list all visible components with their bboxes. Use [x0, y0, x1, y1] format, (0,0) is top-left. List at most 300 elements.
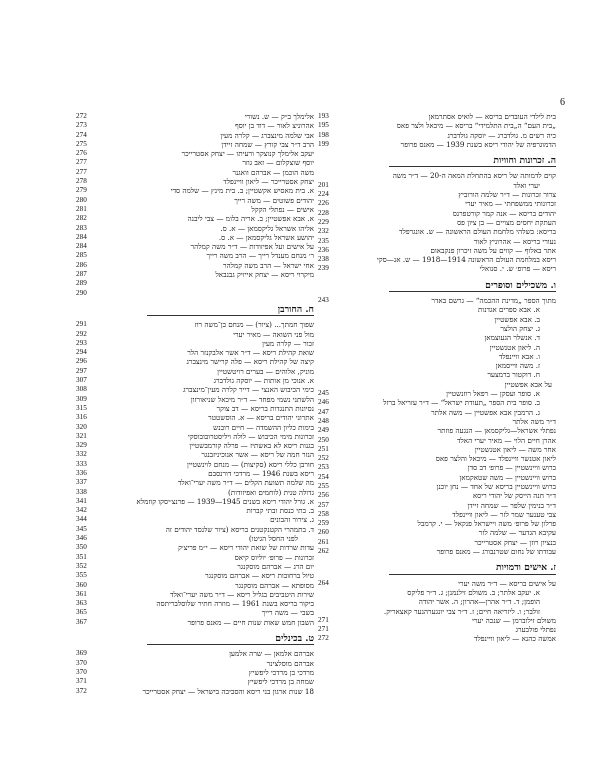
toc-entry-page: 281: [76, 204, 87, 213]
toc-entry: [76, 599, 314, 608]
toc-entry-title: משה הוכמן — אברהם וואגנר: [232, 167, 314, 177]
toc-entry-page: 264: [318, 578, 329, 587]
toc-entry-title: זכרונותי ממשפחתי — מאיר יערי: [465, 199, 556, 209]
toc-entry: [76, 177, 314, 186]
toc-entry-title: אלימלך ב״ק — ש. נשורי: [244, 112, 314, 121]
toc-entry-page: 243: [318, 296, 329, 305]
toc-entry-title: בנציון רוזן — יצחק אסטרייכר: [474, 537, 556, 547]
toc-entry: [76, 590, 314, 599]
toc-entry: [76, 543, 314, 552]
toc-entry-title: א. יעקב אלתר; ב. משולם זילנמנן; ג. ד״ר פליקס: [407, 587, 540, 597]
toc-entry-page: 365: [76, 608, 87, 617]
toc-entry: [76, 478, 314, 487]
toc-entry-title: בית לילדי העובדים בריסא — לואיס אסתרמאן: [428, 112, 556, 121]
toc-entry: [76, 581, 314, 590]
toc-entry-page: 338: [76, 487, 87, 496]
toc-entry: [76, 649, 314, 658]
toc-entry-page: 272: [318, 634, 329, 643]
toc-entry: [318, 579, 556, 588]
toc-entry-title: ריסא — פרופ׳ ש. י. סנואלי: [479, 264, 556, 274]
toc-entry: [76, 140, 314, 149]
toc-entry-page: 370: [76, 667, 87, 676]
toc-entry-page: 272: [76, 112, 87, 120]
toc-entry-title: בימות כליון ההשמדה — חיים רובנש: [213, 422, 314, 432]
toc-entry: [76, 385, 314, 394]
toc-entry-page: 286: [76, 260, 87, 269]
toc-entry: [76, 395, 314, 404]
toc-entry: [318, 607, 556, 616]
toc-entry-page: 275: [76, 139, 87, 148]
toc-entry: [318, 616, 556, 625]
toc-entry-title: 18 שנות ארגון בני ריסא והסביבה בישראל — יצחק אסטרייכר: [142, 686, 314, 696]
toc-entry: [76, 460, 314, 469]
toc-entry-title: אליהו אשראל גליקסמאן — א. ס.: [220, 223, 314, 233]
toc-entry-page: 369: [76, 649, 87, 658]
toc-entry-title: ד. אנשלר הגעוצמאן: [484, 333, 540, 343]
toc-entry-page: 280: [76, 195, 87, 204]
toc-entry-title: העתקת יחסים מצויים — בן ציון פס: [457, 217, 556, 227]
toc-entry-title: זולבר; ו. ליזריאה חיים; ז. ד״ר צבי יונגערהנער קאצאריק.: [383, 606, 540, 616]
toc-entry-page: 344: [76, 515, 87, 524]
toc-entry: [76, 261, 314, 270]
toc-entry-title: ג. צירור זהבונים: [270, 515, 314, 525]
toc-entry-title: ד״ר בנימין שלפר — שמחה זיידן: [467, 500, 556, 510]
toc-entry-title: א. אבא אפשטיין; ב. אריה בלומ — צבי ליבנה: [187, 214, 314, 224]
toc-entry-title: טיול ברחובות ריסא — אברהם מוסקנגר: [205, 571, 314, 581]
toc-entry-title: א. אנוכי מן אותות — יוסקה גולדברג: [213, 376, 314, 386]
toc-entry-title: אחר משה — ליאון אטנשטיין: [474, 444, 556, 454]
toc-entry: [76, 158, 314, 167]
toc-entry-title: גדולה טנית (לוחמים ואפיזודות): [228, 487, 314, 497]
toc-entry-page: 229: [318, 217, 329, 226]
toc-entry: [76, 112, 314, 121]
toc-entry-title: אישים — נפתלי הקקל: [251, 204, 314, 214]
toc-entry-page: 355: [76, 571, 87, 580]
toc-entry-title: זכור — קלרה מעין: [262, 338, 314, 348]
toc-entry-title: עדות שרדות של שואת יהודי ריסא — י״מ פריצ׳ק: [178, 543, 314, 553]
toc-entry: [318, 482, 556, 491]
toc-entry: [318, 190, 556, 199]
toc-entry-title: ב. סופר בית הספר „תעודת ישראל“ — ד״ר עזריאל ברזל: [383, 398, 540, 408]
toc-entry-title: שפוך חמתך... (ציור) — מנחם בן־משה רוז: [194, 320, 314, 330]
toc-entry-page: 346: [76, 534, 87, 543]
toc-entry-page: 372: [76, 686, 87, 695]
toc-entry-page: 247: [318, 407, 329, 416]
toc-entry: [318, 140, 556, 149]
toc-entry-title: יוסף שוצקלום — זאב גוזר: [242, 158, 314, 168]
toc-entry-page: 256: [318, 491, 329, 500]
toc-entry: [318, 454, 556, 463]
toc-entry-title: בשבי — משה רייך: [261, 608, 314, 618]
toc-entry-title: ח. דוקטור ברמצער: [487, 370, 540, 380]
toc-entry: [76, 413, 314, 422]
toc-entry: [318, 380, 556, 389]
toc-entry-title: מול פני השואה — מאיר יערי: [233, 329, 314, 339]
toc-entry-page: 370: [76, 658, 87, 667]
toc-entry: [318, 305, 556, 314]
toc-entry: [76, 330, 314, 339]
toc-entry-title: יהודים פשוטים — משה רייך: [234, 195, 314, 205]
toc-entry-title: ג. הרמבין אבא אפשטיין — משה אלתר: [431, 407, 540, 417]
toc-entry-title: מוניק, אלוהים — בערים רויטשטיין: [217, 366, 314, 376]
toc-entry-title: ברוש וויינשטיין — משה שטאקמאן: [459, 472, 556, 482]
toc-entry-page: 297: [76, 366, 87, 375]
toc-entry: [76, 659, 314, 668]
toc-entry: [76, 404, 314, 413]
toc-entry-page: 271: [318, 625, 329, 634]
toc-entry-title: ו. אבא וויינפלד: [498, 351, 540, 361]
toc-entry-page: 201: [318, 180, 329, 189]
toc-entry-title: נעורי בריסא — אהרוניץ לאור: [473, 236, 556, 246]
toc-entry: [318, 264, 556, 273]
toc-entry: [318, 209, 556, 218]
toc-entry-page: 361: [76, 589, 87, 598]
toc-entry: [76, 348, 314, 357]
toc-entry: [318, 491, 556, 500]
toc-entry: [318, 417, 556, 426]
toc-entry-title: שמחה בן מרדכי ליפשיץ: [247, 677, 314, 687]
toc-entry: [76, 515, 314, 524]
toc-entry-page: 332: [76, 450, 87, 459]
toc-entry-page: 261: [318, 537, 329, 546]
toc-entry-title: א. גורל יהודי ריסא בשנים 1945—1939 — פרנצ׳יסקו קוזמלא: [136, 496, 314, 506]
toc-entry-page: 257: [318, 500, 329, 509]
toc-entry-title: מיקרוי ריסא — יצחק אייזיק גבנבאל: [215, 270, 314, 280]
toc-entry-title: ד״ר משה אלתר: [512, 416, 556, 426]
toc-entry-page: 287: [76, 270, 87, 279]
toc-entry-title: אהרן חיים הלוי — מאיר יערי האלד: [456, 435, 556, 445]
toc-entry: [76, 687, 314, 696]
toc-entry: [318, 112, 556, 121]
toc-entry: [76, 224, 314, 233]
toc-entry: [76, 432, 314, 441]
toc-entry-page: 235: [318, 236, 329, 245]
toc-entry-page: 285: [76, 251, 87, 260]
toc-entry: [318, 296, 556, 305]
toc-entry-title: א. אבא ספרים אגדנות: [478, 305, 540, 315]
toc-right-column: [318, 112, 556, 644]
toc-entry: [318, 218, 556, 227]
toc-entry-page: 258: [318, 509, 329, 518]
toc-entry: [76, 320, 314, 329]
toc-entry-page: 255: [318, 481, 329, 490]
toc-entry: [76, 469, 314, 478]
toc-entry-title: ריסא בשנת 1946 — מרדכי דורנסבם: [208, 468, 314, 478]
toc-entry-page: 232: [318, 227, 329, 236]
toc-entry-title: על אבא אפשטיין: [504, 379, 552, 389]
toc-entry-title: ד. בתמהרי הקטנקטנים בריסא (ציור שלנסד יהודים זה: [165, 524, 314, 534]
toc-entry-page: 307: [76, 376, 87, 385]
toc-entry-page: 274: [76, 130, 87, 139]
toc-entry-title: שואת קהילת ריסא — ד״ר אשר אלבקנזר הלר: [187, 348, 314, 358]
toc-entry-page: 342: [76, 506, 87, 515]
toc-entry-page: 329: [76, 441, 87, 450]
toc-entry: [318, 246, 556, 255]
toc-entry: [318, 538, 556, 547]
toc-entry-page: 279: [76, 186, 87, 195]
toc-entry-title: יעקב אלימלך קנוצקר ורעיתו — יצחק אסטרייכר: [181, 149, 314, 159]
toc-entry-title: עקיבא הגדער — שלמה לזר: [478, 528, 556, 538]
toc-entry: [318, 547, 556, 556]
toc-entry-title: שירות היטביבים בגליל ריסא — ד״ר משה יערי־ואלד: [169, 589, 314, 599]
toc-entry-page: 292: [76, 329, 87, 338]
toc-entry: [76, 608, 314, 617]
toc-entry: [318, 473, 556, 482]
toc-entry-title: בריסא: בשלהי מלחמת העולם הראשונה — ש. אונגרפלד: [399, 227, 556, 237]
toc-entry-title: אתרוני יהודים בריסא — א. הוסשטטר: [208, 413, 314, 423]
toc-entry-title: מרדכי בן מרדכי ליפשיץ: [248, 667, 314, 677]
toc-entry: [318, 370, 556, 379]
toc-entry-page: 238: [318, 255, 329, 264]
toc-entry-page: 296: [76, 357, 87, 366]
toc-entry-title: ד״ר חנה הייסק של יהודי ריסא: [472, 491, 556, 501]
toc-entry-page: 284: [76, 232, 87, 241]
toc-entry-page: 262: [318, 547, 329, 556]
toc-entry-page: 236: [318, 245, 329, 254]
toc-entry: [318, 408, 556, 417]
toc-entry: [76, 196, 314, 205]
toc-entry: [318, 315, 556, 324]
toc-entry: [76, 279, 314, 288]
toc-entry: [76, 525, 314, 534]
toc-entry-page: 195: [318, 121, 329, 130]
toc-entry: [318, 121, 556, 130]
toc-entry-title: חורבן כללי ריסא (סקיצות) — מנחם לוינשטיין: [187, 459, 314, 469]
toc-entry-title: אהרוניצ לאור — דוד בן יוסף: [234, 121, 314, 131]
toc-entry-title: נסיונות התנגדות בריסא — דב צוקר: [216, 403, 314, 413]
toc-entry-title: ג. יצחק הולצר: [500, 323, 540, 333]
toc-entry-page: 283: [76, 223, 87, 232]
toc-entry: [318, 588, 556, 597]
toc-entry-title: משולם זילוברמן — שנכה יערי: [472, 615, 556, 625]
toc-entry: [318, 634, 556, 643]
toc-entry-title: נפתלי פולבערג: [515, 625, 556, 635]
toc-entry: [318, 333, 556, 342]
toc-entry-title: אמשה כהנא — ליאון וויינפלד: [473, 634, 556, 644]
section-title: ז. אישים ודמויות: [389, 563, 556, 574]
toc-entry-page: 249: [318, 426, 329, 435]
toc-entry-title: קיצה של קהילת ריסא — פלה קרישר מינצברג: [186, 357, 314, 367]
toc-entry: [76, 506, 314, 515]
toc-entry-page: 276: [76, 149, 87, 158]
toc-entry-title: ב. אבא אפשטיין: [494, 314, 540, 324]
toc-entry: [76, 441, 314, 450]
toc-entry: [76, 149, 314, 158]
toc-entry-title: יערי ואלד: [513, 180, 540, 190]
toc-entry: [76, 450, 314, 459]
toc-entry-title: הרב ד״ר צבי קורץ — שמחה זיידן: [221, 139, 314, 149]
toc-entry: [76, 376, 314, 385]
toc-entry-page: 308: [76, 385, 87, 394]
toc-entry-title: ה. ליאון אטנשטיין: [489, 342, 540, 352]
toc-entry-title: א. סופר ועסקן — רפאל רוזנשטיין: [446, 389, 540, 399]
toc-entry: [76, 618, 314, 627]
toc-entry-page: 333: [76, 459, 87, 468]
toc-entry-page: 254: [318, 472, 329, 481]
toc-entry-page: 321: [76, 431, 87, 440]
toc-entry: [76, 270, 314, 279]
toc-entry: [318, 519, 556, 528]
toc-entry-title: ליאון אטנשר וויינפלד — מיכאל והלצר פאס: [435, 454, 556, 464]
toc-entry: [76, 357, 314, 366]
toc-entry: [76, 242, 314, 251]
section-title: ח. החורבן: [147, 305, 314, 316]
toc-entry-title: הלשתני נשמי מפחד — ד״ר מיכאל שניאורזון: [190, 394, 314, 404]
toc-entry-page: 224: [318, 190, 329, 199]
toc-entry-title: ברוש וויינשטיין — פרופ׳ דב סדן: [467, 463, 556, 473]
toc-entry: [318, 389, 556, 398]
toc-entry: [318, 463, 556, 472]
toc-entry-title: לפני החסל הגיטו): [248, 534, 298, 544]
toc-entry: [318, 597, 556, 606]
toc-entry: [318, 398, 556, 407]
toc-entry-title: על אישים בריסא — ד״ר משה יערי: [458, 578, 556, 588]
toc-entry-title: נפתלי אשראל—גליקסמאן — הנגעה פוזתר: [437, 426, 556, 436]
toc-entry-title: הופמן; ד. ד״ר אהרן—אהרון; ה. אשר יהודה: [418, 597, 540, 607]
toc-entry-title: מתוך הספר „מדינת ההכמה“ — גרשם באדר: [431, 296, 556, 306]
toc-entry-title: קוים לדמותה של ריסא בהתחלת המאה ה-20 — ד״ר משה: [392, 171, 556, 181]
toc-entry: [76, 131, 314, 140]
toc-entry-page: 291: [76, 320, 87, 329]
toc-entry-page: 246: [318, 398, 329, 407]
toc-entry-title: א. בית מאסיש אקשטיין; ב. בית מינץ — שלמה סדי: [170, 186, 314, 196]
toc-entry-page: 199: [318, 139, 329, 148]
toc-entry-title: יהושע אשראל גליקסמאן — א. ס.: [218, 232, 314, 242]
toc-entry: [318, 436, 556, 445]
toc-entry-page: 251: [318, 444, 329, 453]
toc-entry: [76, 677, 314, 686]
toc-entry-page: 293: [76, 338, 87, 347]
toc-entry-page: 367: [76, 617, 87, 626]
toc-entry-title: יצחק אסטרייכר — ליאון וויינפלד: [223, 177, 314, 187]
toc-entry: [318, 227, 556, 236]
toc-entry-page: 260: [318, 528, 329, 537]
toc-entry-title: מסופתא — אברהם מוסקנגר: [235, 580, 314, 590]
toc-entry-page: 253: [318, 463, 329, 472]
toc-entry: [318, 510, 556, 519]
toc-entry-title: השבון חמש שאות שנות חיים — מאנס פרופר: [187, 617, 314, 627]
toc-entry: [76, 571, 314, 580]
toc-entry-page: 245: [318, 389, 329, 398]
toc-entry-title: בגנות ריסא לא באשתיז — פרלה קורמבשטיין: [189, 441, 314, 451]
toc-entry: [76, 168, 314, 177]
toc-entry: [76, 553, 314, 562]
toc-entry-title: ביקור בריסא בשנת 1961 — מוזרה חתיר שלוסלבריתסה: [156, 599, 314, 609]
toc-entry-title: כיה רשים מ. גולדברג — יוסקה גולדברג: [447, 130, 556, 140]
toc-entry-page: 228: [318, 208, 329, 217]
toc-entry: [76, 233, 314, 242]
toc-entry: [318, 625, 556, 634]
toc-entry: [76, 186, 314, 195]
toc-entry: [318, 501, 556, 510]
toc-entry-page: 350: [76, 543, 87, 552]
toc-entry-page: 316: [76, 413, 87, 422]
toc-entry: [76, 668, 314, 677]
toc-entry-page: 289: [76, 279, 87, 288]
toc-entry: [318, 361, 556, 370]
toc-entry-page: 248: [318, 416, 329, 425]
toc-entry: [76, 205, 314, 214]
toc-entry-page: 320: [76, 422, 87, 431]
toc-entry-page: 273: [76, 121, 87, 130]
toc-entry-title: הדמוגרפיה של יהודי ריסא בשנת 1939 — מאנס פרופר: [400, 139, 556, 149]
toc-entry-title: ז. משה ווייסמאן: [495, 361, 540, 371]
section-title: ה. זכרונות וחוויות: [389, 156, 556, 167]
toc-entry-page: 250: [318, 435, 329, 444]
toc-entry-page: 315: [76, 403, 87, 412]
toc-entry: [318, 445, 556, 454]
toc-entry-page: 193: [318, 112, 329, 120]
toc-entry: [76, 289, 314, 298]
toc-entry: [76, 339, 314, 348]
toc-left-column: [76, 112, 314, 696]
toc-entry-page: 198: [318, 130, 329, 139]
toc-entry-page: 336: [76, 468, 87, 477]
toc-entry-title: על אישים ועל אפיזודות — ד״ר משה קמלהר: [190, 242, 314, 252]
toc-entry-title: צרור זכרונות — ד״ר שלמה הורוביץ: [458, 190, 556, 200]
toc-entry-title: עבודתו של נחום שטרנבורג — מאנס פרופר: [436, 547, 556, 557]
toc-entry-title: אחי ישראל — הרב משה קמלהר: [223, 260, 314, 270]
toc-entry: [318, 343, 556, 352]
toc-entry: [76, 214, 314, 223]
toc-entry-page: 360: [76, 580, 87, 589]
toc-entry-title: ר׳ מנחם מענדל רייך — הרב משה רייך: [206, 251, 314, 261]
toc-entry: [318, 199, 556, 208]
toc-entry-title: אברהם מוסלצינר: [266, 658, 314, 668]
toc-entry-title: ריסא במלחמת העולם הראשונה 1914—1918 — ש. אנ—סקי: [376, 255, 556, 265]
toc-entry: [318, 528, 556, 537]
toc-entry: [76, 562, 314, 571]
toc-entry-title: יהודים בריסא — אנה קמר קורטפרנס: [452, 208, 556, 218]
toc-entry: [76, 488, 314, 497]
toc-entry: [76, 251, 314, 260]
toc-entry-title: אתר באלוף — קווים על משה זיכרון פנקבאום: [430, 245, 556, 255]
toc-entry: [76, 121, 314, 130]
toc-entry-page: 226: [318, 199, 329, 208]
toc-entry-page: 277: [76, 167, 87, 176]
page-number: 6: [560, 97, 565, 108]
toc-entry-title: הנזר חמה של ריסא — אשר אנוכיניזבנגר: [201, 450, 314, 460]
toc-entry-page: 278: [76, 177, 87, 186]
toc-entry-page: 271: [318, 615, 329, 624]
toc-entry-title: יום הרג — אברהם מוסקנגר: [237, 561, 314, 571]
toc-entry-title: אבי שלמה מינצברג — קלרה מעין: [220, 130, 314, 140]
toc-entry-page: 294: [76, 348, 87, 357]
toc-entry-page: 337: [76, 478, 87, 487]
toc-entry-page: 239: [318, 264, 329, 273]
toc-entry-page: 282: [76, 214, 87, 223]
toc-entry: [318, 237, 556, 246]
toc-entry-title: פרלון של פרופ׳ משה ויישראל פנקאל — י. קרמבל: [417, 519, 556, 529]
toc-entry: [318, 181, 556, 190]
toc-entry-title: זכרונות — פרופ׳ יוליוס קיאס: [234, 552, 314, 562]
toc-entry-page: 309: [76, 394, 87, 403]
toc-entry-title: צבי טענער שמר לזר — ליאון וויינפלד: [452, 509, 556, 519]
toc-entry-page: 341: [76, 496, 87, 505]
toc-entry: [76, 367, 314, 376]
toc-entry: [76, 534, 314, 543]
toc-entry-page: 290: [76, 288, 87, 297]
toc-entry-title: כימי הכיבוש האנצי — דייר קלרה מעין־מינצברג: [183, 385, 314, 395]
toc-entry-page: 352: [76, 561, 87, 570]
toc-entry: [318, 171, 556, 180]
toc-entry: [318, 324, 556, 333]
toc-entry-page: 371: [76, 677, 87, 686]
toc-entry: [318, 426, 556, 435]
toc-entry-title: ב. בתי כנסת ובתי קברות: [246, 506, 314, 516]
toc-entry-page: 363: [76, 599, 87, 608]
toc-entry: [318, 352, 556, 361]
